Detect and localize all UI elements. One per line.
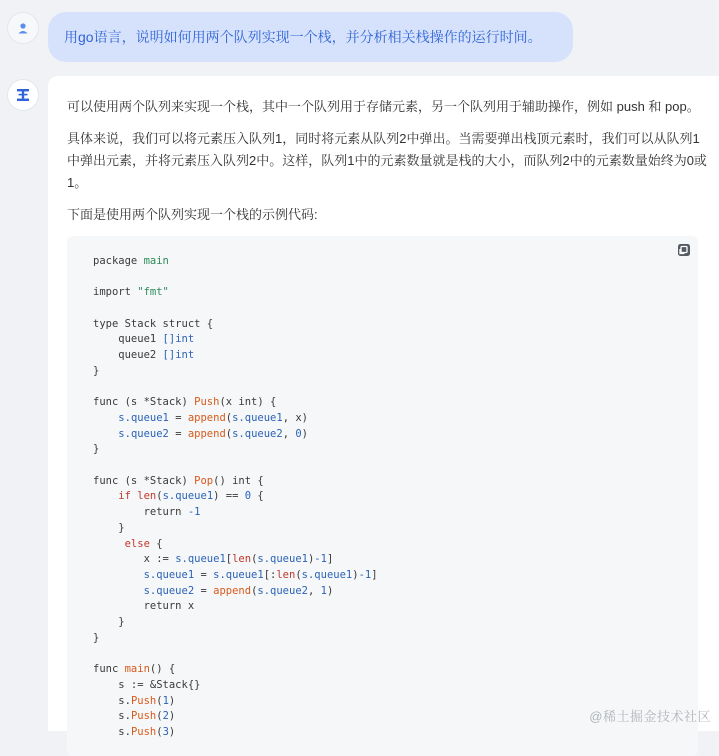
- code-line: }: [93, 616, 125, 629]
- bot-avatar: [7, 79, 39, 111]
- code-line: s.Push(2): [93, 710, 176, 723]
- ai-logo-icon: [15, 87, 31, 103]
- assistant-message-row: [0, 76, 719, 739]
- copy-code-button[interactable]: [676, 242, 692, 258]
- answer-paragraph: 下面是使用两个队列实现一个栈的示例代码:: [67, 207, 318, 222]
- copy-icon: [677, 243, 691, 257]
- code-line: return -1: [93, 506, 201, 519]
- code-line: }: [93, 364, 100, 377]
- code-line: type Stack struct {: [93, 317, 214, 330]
- code-line: [93, 458, 698, 474]
- code-content: [67, 236, 698, 741]
- person-icon: [16, 21, 30, 35]
- user-message-text: 用go语言，说明如何用两个队列实现一个栈，并分析相关栈操作的运行时间。: [64, 29, 542, 45]
- answer-paragraph: 可以使用两个队列来实现一个栈，其中一个队列用于存储元素，另一个队列用于辅助操作，例如 push 和 pop。: [67, 99, 700, 114]
- code-line: [93, 380, 698, 396]
- code-line: s.queue1 = append(s.queue1, x): [118, 411, 308, 424]
- code-line: func (s *Stack) Push(x int) {: [93, 396, 277, 409]
- watermark: @稀土掘金技术社区: [589, 709, 711, 724]
- code-line: }: [93, 521, 125, 534]
- code-line: s.Push(3): [93, 726, 176, 739]
- code-line: [93, 270, 698, 286]
- code-line: s.queue2 = append(s.queue2, 1): [143, 584, 334, 597]
- code-line: import "fmt": [93, 286, 169, 299]
- user-avatar: [7, 12, 39, 44]
- code-line: else {: [124, 537, 163, 550]
- code-line: return x: [93, 600, 195, 613]
- code-line: s.queue2 = append(s.queue2, 0): [118, 427, 308, 440]
- code-line: [93, 647, 698, 663]
- code-block: [67, 236, 698, 756]
- code-line: [93, 301, 698, 317]
- code-line: s.Push(1): [93, 694, 176, 707]
- code-line: queue2 []int: [93, 349, 195, 362]
- code-line: if len(s.queue1) == 0 {: [118, 490, 264, 503]
- user-message-bubble: [48, 12, 573, 62]
- user-message-row: [0, 0, 719, 76]
- code-line: }: [93, 631, 100, 644]
- code-line: }: [93, 443, 100, 456]
- answer-paragraph: 具体来说，我们可以将元素压入队列1，同时将元素从队列2中弹出。当需要弹出栈顶元素时，我们可以从队列1中弹出元素，并将元素压入队列2中。这样，队列1中的元素数量就是栈的大小，而队列2中的元素数量始终为0或1。: [67, 131, 707, 190]
- code-line: s.queue1 = s.queue1[:len(s.queue1)-1]: [143, 569, 378, 581]
- code-line: package main: [93, 255, 169, 267]
- code-line: x := s.queue1[len(s.queue1)-1]: [93, 553, 334, 566]
- answer-card: [48, 76, 719, 739]
- code-line: s := &Stack{}: [93, 678, 201, 691]
- code-line: func main() {: [93, 663, 176, 676]
- code-line: queue1 []int: [93, 333, 195, 346]
- code-line: func (s *Stack) Pop() int {: [93, 474, 264, 487]
